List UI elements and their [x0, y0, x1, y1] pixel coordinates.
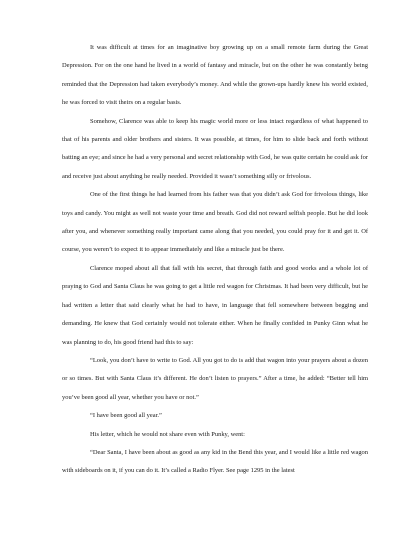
paragraph: One of the first things he had learned from his father was that you didn’t ask God for frivolous things, like toys and candy. You might as well not waste your time and breath. God did not reward selfish people. But he did look after you, and whenever something really important came along that you needed, you could pray for it and get it. Of course, you weren’t to expect it to appear immediately and like a miracle just be there. — [62, 191, 368, 254]
paragraph: It was difficult at times for an imaginative boy growing up on a small remote farm during the Great Depression. For on the one hand he lived in a world of fantasy and miracle, but on the other he was constantly being reminded that the Depression had taken everybody’s money. And while the grown-ups hardly knew his world existed, he was forced to visit theirs on a regular basis. — [62, 44, 368, 107]
paragraph: His letter, which he would not share even with Punky, went: — [90, 430, 245, 438]
paragraph: “Look, you don’t have to write to God. All you got to do is add that wagon into your prayers about a dozen or so times. But with Santa Claus it’s different. He don’t listen to prayers.” After a time, he added: “Better tell him you’ve been good all year, whether you have or not.” — [62, 356, 368, 401]
paragraph: Clarence moped about all that fall with his secret, that through faith and good works and a whole lot of praying to God and Santa Claus he was going to get a little red wagon for Christmas. It had been very difficult, but he had written a letter that said clearly what he had to have, in language that fell somewhere between begging and demanding. He knew that God certainly would not tolerate either. When he finally confided in Punky Ginn what he was planning to do, his good friend had this to say: — [62, 264, 368, 346]
document-body — [62, 39, 368, 481]
paragraph: “I have been good all year.” — [90, 412, 162, 420]
paragraph: “Dear Santa, I have been about as good as any kid in the Bend this year, and I would like a little red wagon with sideboards on it, if you can do it. It’s called a Radio Flyer. See page 1295 in the latest — [62, 448, 368, 475]
paragraph: Somehow, Clarence was able to keep his magic world more or less intact regardless of what happened to that of his parents and older brothers and sisters. It was possible, at times, for him to slide back and forth without batting an eye; and since he had a very personal and secret relationship with God, he was quite certain he could ask for and receive just about anything he really needed. Provided it wasn’t something silly or frivolous. — [62, 117, 368, 180]
